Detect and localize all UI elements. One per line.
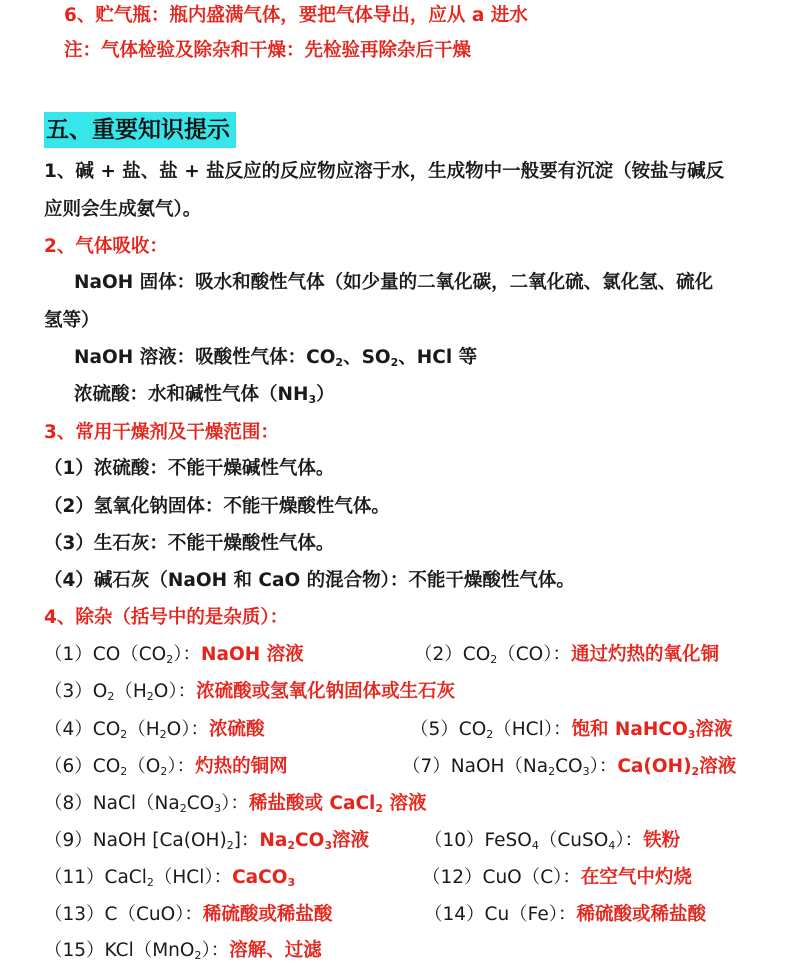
impurity-row-2 — [44, 679, 455, 705]
impurity-row-9 — [44, 938, 322, 964]
impurity-item-3: $(3)O_2(H_2O)$：浓硫酸或氢氧化钠固体或生石灰 — [44, 681, 456, 703]
note-gas-order: 注：气体检验及除杂和干燥：先检验再除杂后干燥 — [64, 40, 472, 61]
impurity-row-7 — [44, 865, 692, 891]
impurity-item-9: （9）NaOH $[Ca(OH)_2]$：$Na_2CO_3$溶液 — [44, 830, 370, 852]
drying-agent-2: （2）氢氧化钠固体：不能干燥酸性气体。 — [44, 496, 390, 517]
impurity-item-8: $(8)NaCl(Na_2CO_3)$：稀盐酸或 CaCl$_2$ 溶液 — [44, 793, 427, 815]
impurity-item-13: （13）C（CuO）：稀硫酸或稀盐酸 — [44, 904, 333, 925]
impurity-item-1: $(1)CO(CO_2)$：NaOH 溶液 — [44, 644, 304, 666]
point-1-line-1: 1、碱 + 盐、盐 + 盐反应的反应物应溶于水，生成物中一般要有沉淀（铵盐与碱反 — [44, 161, 725, 182]
drying-agent-3: （3）生石灰：不能干燥酸性气体。 — [44, 533, 335, 554]
impurity-item-15: （15）KCl（MnO$_2$）：溶解、过滤 — [44, 940, 322, 962]
impurity-row-1 — [44, 642, 719, 668]
impurity-item-12: （12）CuO（C）：在空气中灼烧 — [422, 867, 692, 888]
naoh-solid-line-2: 氢等） — [44, 310, 100, 331]
section-title: 五、重要知识提示 — [44, 112, 236, 148]
impurity-item-4: $(4)CO_2(H_2O)$：浓硫酸 — [44, 719, 265, 741]
impurity-item-6: $(6)CO_2(O_2)$：灼热的铜网 — [44, 756, 288, 778]
impurity-row-4 — [44, 754, 737, 780]
heading-drying-agents: 3、常用干燥剂及干燥范围： — [44, 422, 279, 443]
point-1-line-2: 应则会生成氨气）。 — [44, 199, 202, 220]
note-gas-bottle: 6、贮气瓶：瓶内盛满气体，要把气体导出，应从 a 进水 — [64, 5, 528, 26]
drying-agent-1: （1）浓硫酸：不能干燥碱性气体。 — [44, 458, 335, 479]
naoh-solid-line-1: NaOH 固体：吸水和酸性气体（如少量的二氧化碳，二氧化硫、氯化氢、硫化 — [74, 272, 714, 293]
conc-sulfuric-acid-line: 浓硫酸：水和碱性气体$(NH_3)$ — [74, 384, 335, 406]
heading-impurity-removal: 4、除杂（括号中的是杂质）： — [44, 607, 289, 628]
heading-gas-absorption: 2、气体吸收： — [44, 236, 168, 257]
impurity-item-11: （11）CaCl$_2$（HCl）：CaCO$_3$ — [44, 867, 296, 889]
impurity-row-3 — [44, 717, 733, 743]
impurity-item-10: （10）FeSO$_4$（CuSO$_4$）：铁粉 — [424, 830, 681, 852]
impurity-item-5: $(5)CO_2(HCl)$：饱和 NaHCO$_3$溶液 — [410, 719, 733, 741]
drying-agent-4: （4）碱石灰（NaOH 和 CaO 的混合物）：不能干燥酸性气体。 — [44, 570, 575, 591]
impurity-item-14: （14）Cu（Fe）：稀硫酸或稀盐酸 — [424, 904, 706, 925]
impurity-row-5 — [44, 791, 426, 817]
impurity-row-8 — [44, 902, 706, 928]
impurity-item-2: $(2)CO_2(CO)$：通过灼热的氧化铜 — [414, 644, 719, 666]
impurity-item-7: $(7)NaOH(Na_2CO_3)$：$Ca(OH)_2$溶液 — [402, 756, 737, 778]
naoh-solution-line: NaOH 溶液：吸酸性气体：$CO_2$、$SO_2$、HCl 等 — [74, 347, 478, 369]
impurity-row-6 — [44, 828, 681, 854]
